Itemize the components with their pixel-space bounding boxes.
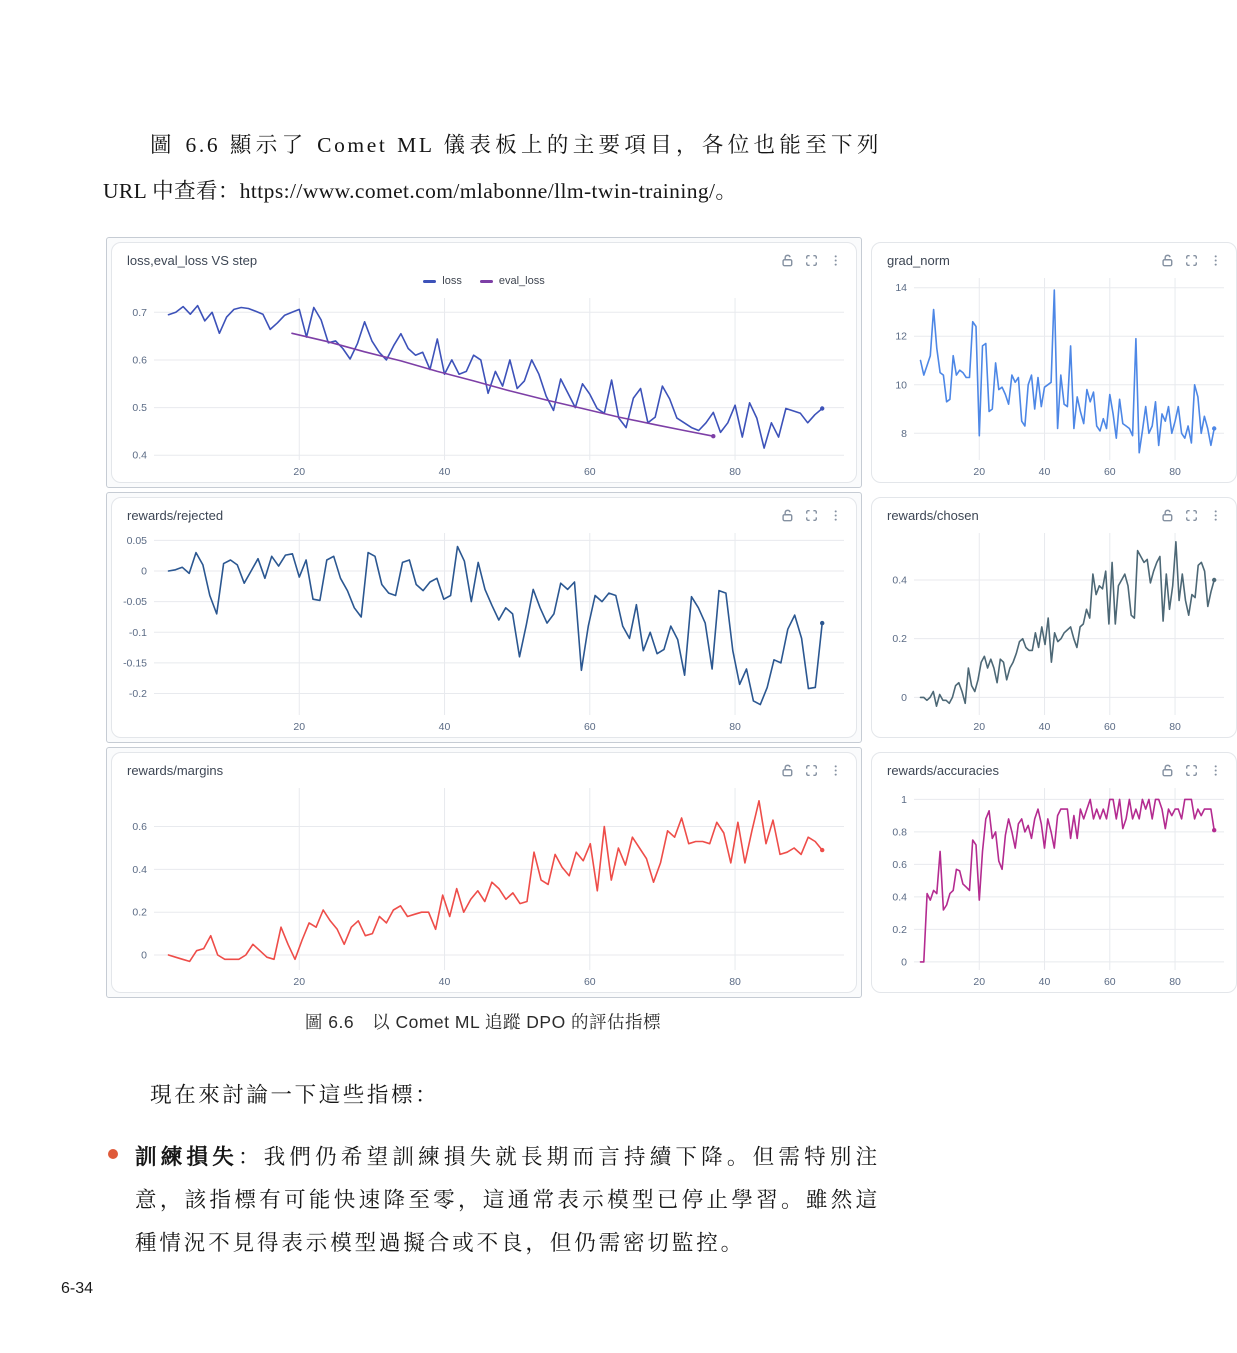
svg-text:60: 60 <box>1103 466 1116 478</box>
chart-title: rewards/chosen <box>887 508 979 523</box>
svg-text:0.05: 0.05 <box>126 534 147 547</box>
svg-text:-0.05: -0.05 <box>123 596 147 609</box>
lock-open-icon <box>780 763 795 778</box>
svg-text:40: 40 <box>1038 466 1051 478</box>
figure-row <box>106 492 1181 743</box>
chart-panel-header <box>872 243 1236 270</box>
kebab-menu-icon <box>1208 763 1223 778</box>
chart-plot-area <box>872 525 1236 737</box>
chart-panel-header <box>112 498 856 525</box>
svg-text:60: 60 <box>583 466 596 478</box>
svg-text:80: 80 <box>729 976 741 988</box>
figure-row <box>106 237 1181 488</box>
expand-icon <box>1184 763 1199 778</box>
svg-text:0.7: 0.7 <box>132 306 147 319</box>
chart-panel <box>111 752 857 993</box>
kebab-menu-icon <box>1208 508 1223 523</box>
legend-item <box>480 275 545 287</box>
intro-paragraph <box>103 122 881 214</box>
svg-text:0.4: 0.4 <box>132 863 147 876</box>
svg-text:0.2: 0.2 <box>892 633 907 646</box>
bullet-term: 訓練損失 <box>135 1145 238 1169</box>
chart-panel-header <box>112 753 856 780</box>
lock-open-icon <box>780 508 795 523</box>
expand-icon <box>804 763 819 778</box>
intro-line-1: 圖 6.6 顯示了 Comet ML 儀表板上的主要項目，各位也能至下列 <box>150 133 881 157</box>
chart-panel-header <box>872 753 1236 780</box>
bullet-body: ：我們仍希望訓練損失就長期而言持續下降。但需特別注意，該指標有可能快速降至零，這通常表示模型已停止學習。雖然這種情況不見得表示模型過擬合或不良，但仍需密切監控。 <box>135 1145 880 1255</box>
chart-panel-actions <box>1160 508 1223 523</box>
chart-panel-header <box>872 498 1236 525</box>
chart-panel-actions <box>780 253 843 268</box>
chart-plot-area <box>112 525 856 737</box>
chart-panel <box>871 752 1237 993</box>
chart-plot-area <box>872 270 1236 482</box>
legend-label: loss <box>442 275 462 287</box>
svg-text:20: 20 <box>293 721 306 733</box>
chart-panel <box>871 242 1237 483</box>
svg-text:20: 20 <box>973 976 986 988</box>
chart-canvas <box>112 290 856 482</box>
svg-text:0.6: 0.6 <box>892 858 907 871</box>
expand-icon <box>1184 508 1199 523</box>
svg-text:20: 20 <box>973 721 986 733</box>
lock-open-icon <box>1160 763 1175 778</box>
svg-text:0.2: 0.2 <box>892 923 907 936</box>
svg-text:20: 20 <box>973 466 986 478</box>
svg-text:0.2: 0.2 <box>132 906 147 919</box>
svg-text:0: 0 <box>901 691 907 704</box>
svg-text:0.4: 0.4 <box>892 574 907 587</box>
svg-text:0.4: 0.4 <box>892 891 907 904</box>
figure-row <box>106 747 1181 998</box>
lock-open-icon <box>780 253 795 268</box>
chart-title: grad_norm <box>887 253 950 268</box>
page-number: 6-34 <box>61 1280 94 1297</box>
svg-text:-0.15: -0.15 <box>123 657 147 670</box>
svg-text:8: 8 <box>901 427 907 440</box>
svg-text:80: 80 <box>729 466 741 478</box>
kebab-menu-icon <box>828 508 843 523</box>
svg-text:60: 60 <box>1103 976 1116 988</box>
chart-plot-area <box>872 780 1236 992</box>
svg-text:40: 40 <box>438 721 451 733</box>
svg-text:80: 80 <box>1169 976 1181 988</box>
svg-text:12: 12 <box>895 330 907 343</box>
svg-text:-0.1: -0.1 <box>128 626 147 639</box>
svg-text:40: 40 <box>1038 976 1051 988</box>
svg-text:-0.2: -0.2 <box>128 688 147 701</box>
chart-canvas <box>872 270 1236 482</box>
discussion-lead: 現在來討論一下這些指標： <box>150 1083 440 1107</box>
svg-text:60: 60 <box>583 976 596 988</box>
chart-panel-header <box>112 243 856 270</box>
svg-text:80: 80 <box>729 721 741 733</box>
chart-panel-actions <box>780 763 843 778</box>
legend-swatch <box>423 280 436 283</box>
chart-title: loss,eval_loss VS step <box>127 253 258 268</box>
chart-canvas <box>872 780 1236 992</box>
chart-panel <box>111 497 857 738</box>
intro-line-2: URL 中查看：https://www.comet.com/mlabonne/llm-twin-training/。 <box>103 179 738 203</box>
chart-canvas <box>872 525 1236 737</box>
chart-canvas <box>112 525 856 737</box>
svg-text:40: 40 <box>438 466 451 478</box>
svg-text:0.4: 0.4 <box>132 449 147 462</box>
chart-title: rewards/rejected <box>127 508 224 523</box>
kebab-menu-icon <box>828 253 843 268</box>
chart-legend <box>112 272 856 290</box>
expand-icon <box>1184 253 1199 268</box>
chart-panel-actions <box>780 508 843 523</box>
kebab-menu-icon <box>1208 253 1223 268</box>
lock-open-icon <box>1160 253 1175 268</box>
svg-text:80: 80 <box>1169 466 1181 478</box>
bullet-dot-icon <box>108 1149 118 1159</box>
svg-text:20: 20 <box>293 976 306 988</box>
chart-panel-actions <box>1160 763 1223 778</box>
expand-icon <box>804 253 819 268</box>
lock-open-icon <box>1160 508 1175 523</box>
bullet-text <box>135 1136 880 1265</box>
kebab-menu-icon <box>828 763 843 778</box>
bullet-item <box>108 1136 880 1265</box>
svg-text:0: 0 <box>901 956 907 969</box>
svg-text:20: 20 <box>293 466 306 478</box>
svg-text:0.5: 0.5 <box>132 402 147 415</box>
legend-item <box>423 275 462 287</box>
legend-label: eval_loss <box>498 275 545 287</box>
chart-panel <box>871 497 1237 738</box>
svg-text:80: 80 <box>1169 721 1181 733</box>
chart-panel-actions <box>1160 253 1223 268</box>
svg-text:0: 0 <box>141 565 147 578</box>
svg-text:40: 40 <box>1038 721 1051 733</box>
chart-canvas <box>112 780 856 992</box>
svg-text:1: 1 <box>901 793 907 806</box>
chart-title: rewards/margins <box>127 763 224 778</box>
svg-text:0.8: 0.8 <box>892 826 907 839</box>
expand-icon <box>804 508 819 523</box>
svg-text:0.6: 0.6 <box>132 354 147 367</box>
chart-plot-area <box>112 290 856 482</box>
svg-text:0.6: 0.6 <box>132 821 147 834</box>
chart-panel <box>111 242 857 483</box>
chart-title: rewards/accuracies <box>887 763 999 778</box>
svg-text:60: 60 <box>1103 721 1116 733</box>
svg-text:40: 40 <box>438 976 451 988</box>
svg-text:60: 60 <box>583 721 596 733</box>
svg-text:0: 0 <box>141 949 147 962</box>
legend-swatch <box>480 280 493 283</box>
chart-plot-area <box>112 780 856 992</box>
figure-caption: 圖 6.6 以 Comet ML 追蹤 DPO 的評估指標 <box>304 1012 662 1032</box>
figure-comet-dashboard <box>106 237 1181 1002</box>
svg-text:14: 14 <box>895 282 907 295</box>
svg-text:10: 10 <box>895 379 907 392</box>
